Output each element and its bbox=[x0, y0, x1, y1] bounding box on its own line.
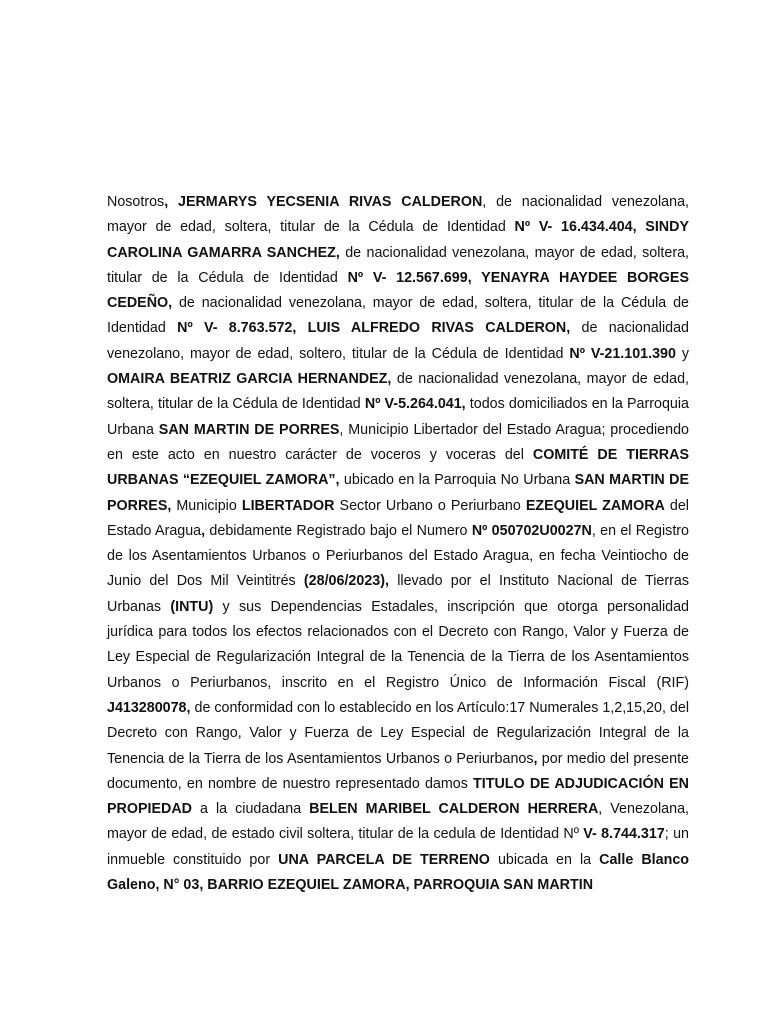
bold-text-run: EZEQUIEL ZAMORA bbox=[525, 497, 665, 514]
text-run: a la ciudadana bbox=[192, 801, 310, 818]
text-run: , Venezolana, mayor de edad, de estado civil soltera, titular de la cedula de Identidad Nº bbox=[107, 801, 689, 843]
bold-text-run: BELEN MARIBEL CALDERON HERRERA bbox=[309, 801, 599, 818]
bold-text-run: COMITÉ DE TIERRAS URBANAS “EZEQUIEL ZAMORA”, bbox=[107, 446, 689, 489]
text-run: llevado por el Instituto Nacional de Tierras Urbanas bbox=[107, 573, 689, 615]
text-run: , Municipio Libertador del Estado Aragua; procediendo en este acto en nuestro carácter de voceros y voceras del bbox=[107, 421, 689, 463]
bold-text-run: Nº V- 16.434.404, SINDY CAROLINA GAMARRA SANCHEZ, bbox=[107, 219, 689, 261]
bold-text-run: J413280078, bbox=[107, 699, 191, 716]
bold-text-run: (INTU) bbox=[170, 598, 214, 615]
text-run: Municipio bbox=[171, 497, 242, 514]
bold-text-run: SAN MARTIN DE PORRES bbox=[158, 421, 340, 438]
text-run: , de nacionalidad venezolana, mayor de edad, soltera, titular de la Cédula de Identidad bbox=[107, 194, 689, 236]
bold-text-run: UNA PARCELA DE TERRENO bbox=[278, 851, 490, 868]
text-run: de nacionalidad venezolana, mayor de edad, soltera, titular de la Cédula de Identidad bbox=[107, 295, 689, 337]
text-run: y bbox=[675, 345, 690, 362]
text-run: de conformidad con lo establecido en los Artículo:17 Numerales 1,2,15,20, del Decreto con Rango, Valor y Fuerza de Ley Especial de Regularización Integral de la Tenencia de la Tierra de los Asentamientos Urbanos o Periurbanos bbox=[107, 699, 689, 767]
bold-text-run: LIBERTADOR bbox=[241, 497, 335, 514]
text-run: de nacionalidad venezolana, mayor de edad, soltera, titular de la Cédula de Identidad bbox=[107, 244, 690, 286]
text-run: Nosotros bbox=[107, 194, 165, 210]
bold-text-run: V- 8.744.317 bbox=[583, 826, 665, 843]
text-run: ubicado en la Parroquia No Urbana bbox=[339, 472, 575, 489]
text-run: y sus Dependencias Estadales, inscripción que otorga personalidad jurídica para todos los efectos relacionados con el Decreto con Rango, Valor y Fuerza de Ley Especial de Regularización Integral de la Tenencia de la Tierra de los Asentamientos Urbanos o Periurbanos, inscrito en el Registro Único de Información Fiscal (RIF) bbox=[107, 598, 689, 691]
bold-text-run: Nº V- 12.567.699, YENAYRA HAYDEE BORGES CEDEÑO, bbox=[107, 269, 689, 312]
bold-text-run: Nº V- 8.763.572, LUIS ALFREDO RIVAS CALDERON, bbox=[177, 320, 571, 337]
text-run: debidamente Registrado bajo el Numero bbox=[205, 522, 472, 539]
bold-text-run: SAN MARTIN DE PORRES, bbox=[107, 472, 689, 514]
text-run: ; un inmueble constituido por bbox=[107, 826, 689, 868]
bold-text-run: , bbox=[201, 522, 206, 539]
bold-text-run: Calle Blanco Galeno, N° 03, BARRIO EZEQUIEL ZAMORA, PARROQUIA SAN MARTIN bbox=[107, 851, 690, 894]
bold-text-run: , bbox=[533, 750, 538, 767]
text-run: todos domiciliados en la Parroquia Urbana bbox=[107, 396, 690, 438]
text-run: , en el Registro de los Asentamientos Urbanos o Periurbanos del Estado Aragua, en fecha Veintiocho de Junio del Dos Mil Veintitrés bbox=[107, 522, 690, 590]
bold-text-run: Nº 050702U0027N bbox=[471, 522, 592, 539]
body-paragraph bbox=[107, 190, 689, 898]
text-run: por medio del presente documento, en nombre de nuestro representado damos bbox=[107, 750, 690, 792]
bold-text-run: Nº V-5.264.041, bbox=[364, 396, 466, 413]
text-run: ubicada en la bbox=[489, 851, 600, 868]
bold-text-run: , JERMARYS YECSENIA RIVAS CALDERON bbox=[164, 194, 483, 210]
text-run: Sector Urbano o Periurbano bbox=[334, 497, 526, 514]
bold-text-run: TITULO DE ADJUDICACIÓN EN PROPIEDAD bbox=[107, 775, 689, 818]
bold-text-run: OMAIRA BEATRIZ GARCIA HERNANDEZ, bbox=[107, 371, 392, 388]
document-page bbox=[107, 190, 689, 898]
text-run: de nacionalidad venezolano, mayor de edad, soltero, titular de la Cédula de Identidad bbox=[107, 320, 689, 362]
bold-text-run: Nº V-21.101.390 bbox=[569, 345, 676, 362]
text-run: de nacionalidad venezolana, mayor de edad, soltera, titular de la Cédula de Identidad bbox=[107, 371, 690, 413]
bold-text-run: (28/06/2023), bbox=[303, 573, 389, 590]
text-run: del Estado Aragua bbox=[107, 497, 689, 539]
